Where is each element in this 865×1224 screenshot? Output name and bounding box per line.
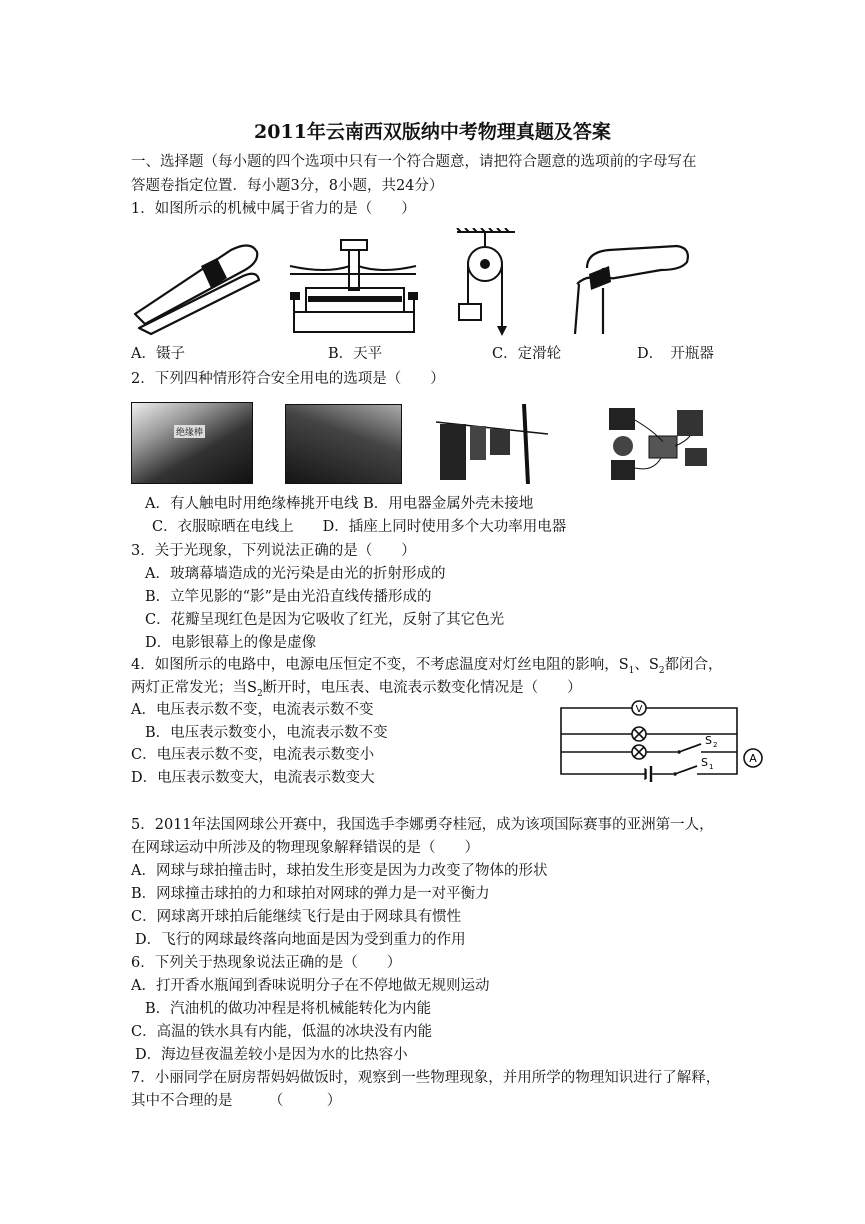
insulating-rod-label: 绝缘棒	[174, 425, 205, 438]
ammeter-label: A	[749, 752, 757, 765]
clothes-on-wire-photo	[436, 404, 548, 484]
insulating-rod-photo	[131, 402, 253, 484]
switch-s1-subscript: 1	[709, 763, 714, 771]
q4-option-d: D．电压表示数变大，电流表示数变大	[131, 770, 375, 786]
circuit-diagram	[555, 700, 775, 782]
q2-options-cd: C．衣服晾晒在电线上 D．插座上同时使用多个大功率用电器	[152, 519, 567, 535]
q6-option-b: B．汽油机的做功冲程是将机械能转化为内能	[145, 1001, 432, 1017]
q1-option-b: B．天平	[328, 346, 383, 362]
q6-option-c: C．高温的铁水具有内能，低温的冰块没有内能	[131, 1024, 433, 1040]
q1-option-d: D． 开瓶器	[637, 346, 714, 362]
q3-option-a: A．玻璃幕墙造成的光污染是由光的折射形成的	[145, 566, 446, 582]
q3-stem: 3．关于光现象，下列说法正确的是（ ）	[131, 543, 416, 559]
q2-options-ab: A．有人触电时用绝缘棒挑开电线 B．用电器金属外壳未接地	[145, 496, 534, 512]
fixed-pulley-figure	[455, 228, 517, 340]
switch-s2-label: S	[705, 734, 712, 747]
q4-option-b: B．电压表示数变小，电流表示数不变	[145, 725, 388, 741]
q1-stem: 1．如图所示的机械中属于省力的是（ ）	[131, 201, 416, 217]
q5-option-d: D．飞行的网球最终落向地面是因为受到重力的作用	[135, 932, 466, 948]
q5-stem-line1: 5．2011年法国网球公开赛中，我国选手李娜勇夺桂冠，成为该项国际赛事的亚洲第一人，	[131, 817, 714, 833]
q6-stem: 6．下列关于热现象说法正确的是（ ）	[131, 955, 402, 971]
q6-option-d: D．海边昼夜温差较小是因为水的比热容小	[135, 1047, 408, 1063]
q4-stem-line1: 4．如图所示的电路中，电源电压恒定不变，不考虑温度对灯丝电阻的影响，$S_1$、$S_2$都闭合，	[131, 657, 723, 676]
section-instruction-line1: 一、选择题（每小题的四个选项中只有一个符合题意，请把符合题意的选项前的字母写在	[131, 154, 697, 170]
q5-option-b: B．网球撞击球拍的力和球拍对网球的弹力是一对平衡力	[131, 886, 490, 902]
bottle-opener-figure	[573, 238, 693, 338]
q1-option-c: C．定滑轮	[492, 346, 562, 362]
q4-stem-line2: 两灯正常发光；当$S_2$断开时，电压表、电流表示数变化情况是（ ）	[131, 680, 582, 699]
voltmeter-label: V	[635, 704, 643, 715]
section-instruction-line2: 答题卷指定位置．每小题3分，8小题，共24分）	[131, 178, 444, 194]
q4-option-a: A．电压表示数不变，电流表示数不变	[131, 702, 374, 718]
ungrounded-appliance-photo	[285, 404, 402, 484]
q6-option-a: A．打开香水瓶闻到香味说明分子在不停地做无规则运动	[131, 978, 490, 994]
q5-option-a: A．网球与球拍撞击时，球拍发生形变是因为力改变了物体的形状	[131, 863, 548, 879]
q5-stem-line2: 在网球运动中所涉及的物理现象解释错误的是（ ）	[131, 840, 479, 856]
q3-option-d: D．电影银幕上的像是虚像	[145, 635, 317, 651]
q1-option-a: A．镊子	[131, 346, 185, 362]
q2-stem: 2．下列四种情形符合安全用电的选项是（ ）	[131, 371, 445, 387]
q7-stem-line2: 其中不合理的是 （ ）	[131, 1093, 342, 1109]
balance-scale-figure	[286, 236, 421, 338]
overloaded-socket-photo	[605, 402, 717, 484]
switch-s1-label: S	[701, 756, 708, 769]
tweezers-figure	[131, 236, 266, 336]
q3-option-c: C．花瓣呈现红色是因为它吸收了红光，反射了其它色光	[145, 612, 505, 628]
page-title: 2011年云南西双版纳中考物理真题及答案	[254, 121, 611, 143]
q5-option-c: C．网球离开球拍后能继续飞行是由于网球具有惯性	[131, 909, 462, 925]
q3-option-b: B．立竿见影的“影”是由光沿直线传播形成的	[145, 589, 432, 605]
switch-s2-subscript: 2	[713, 741, 718, 749]
q4-option-c: C．电压表示数不变，电流表示数变小	[131, 747, 375, 763]
q7-stem-line1: 7．小丽同学在厨房帮妈妈做饭时，观察到一些物理现象，并用所学的物理知识进行了解释，	[131, 1070, 721, 1086]
